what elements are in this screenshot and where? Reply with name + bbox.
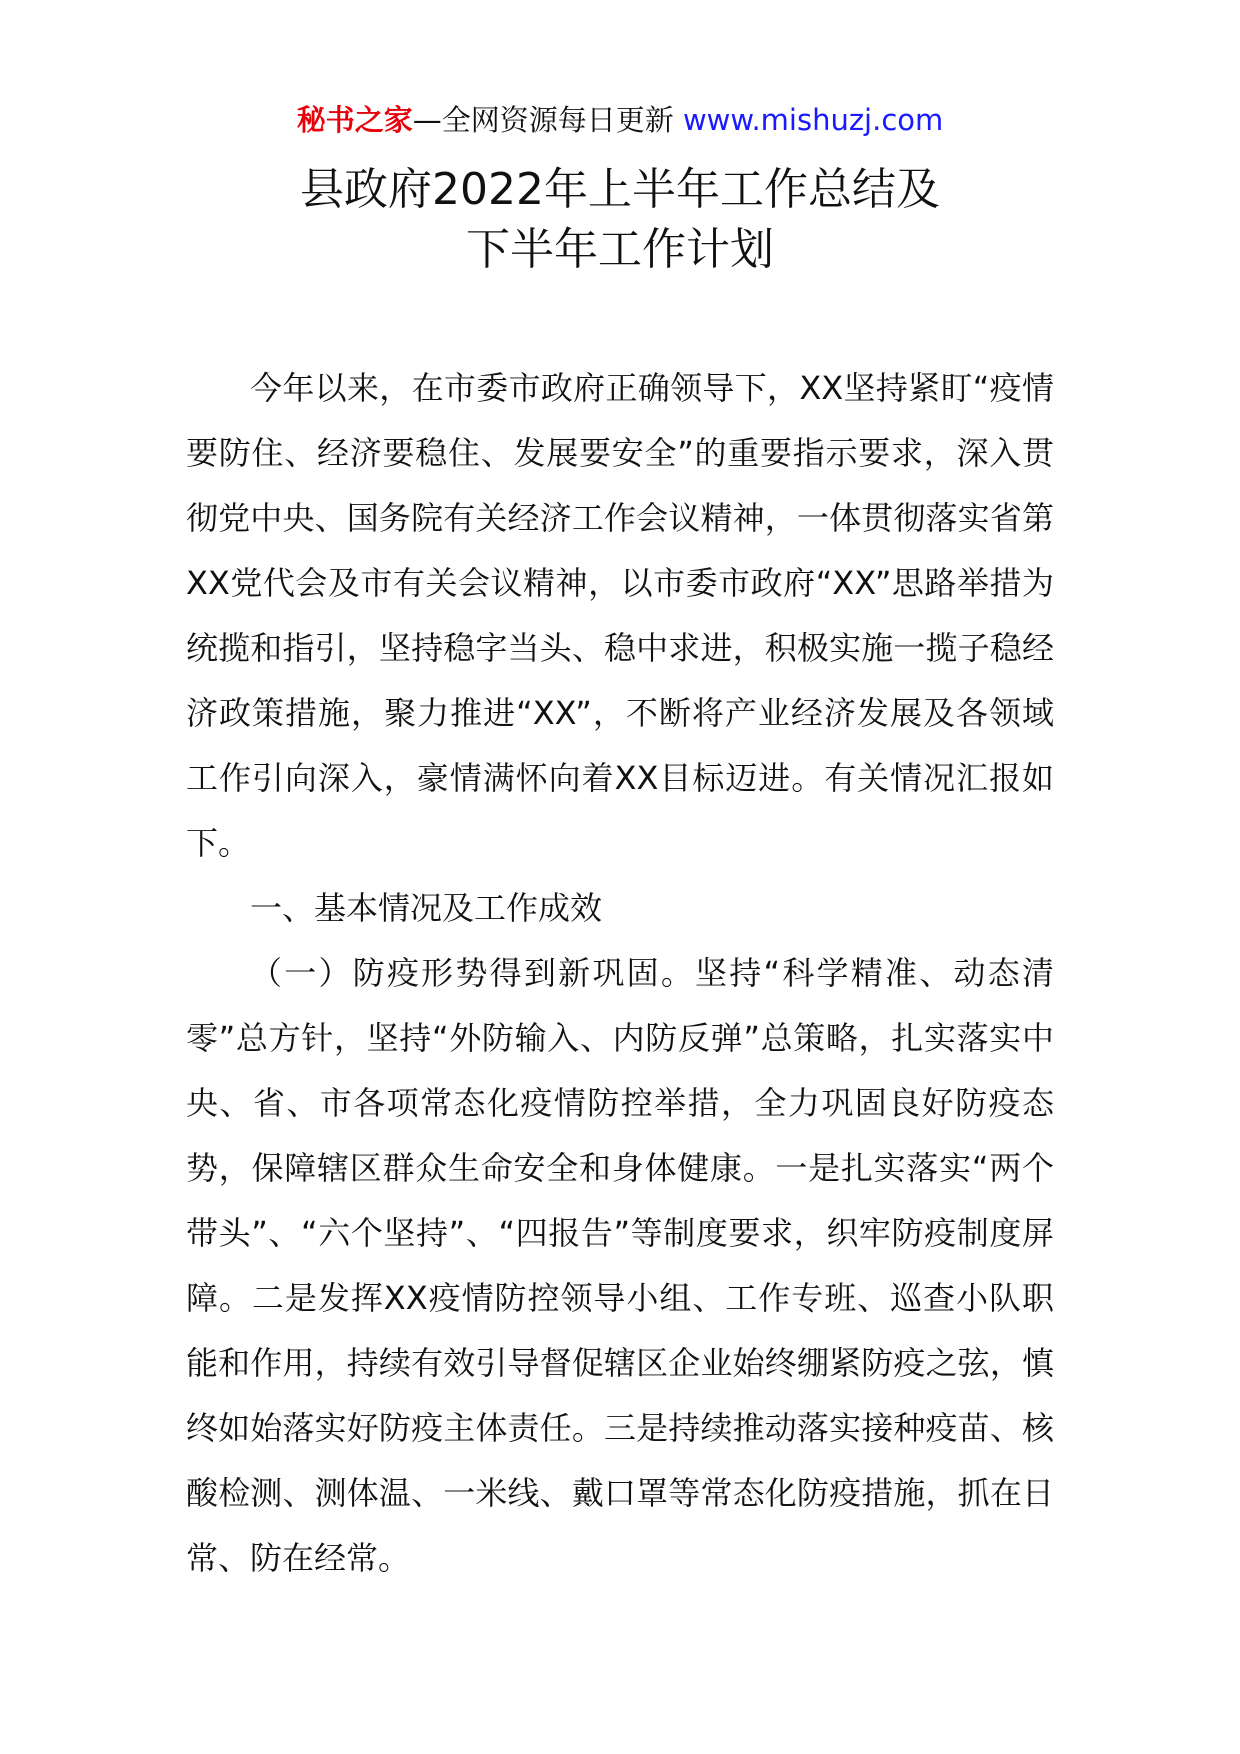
source-header	[0, 100, 1240, 140]
subsection-paragraph: （一）防疫形势得到新巩固。坚持“科学精准、动态清零”总方针，坚持“外防输入、内防反弹”总策略，扎实落实中央、省、市各项常态化疫情防控举措，全力巩固良好防疫态势，保障辖区群众生命安全和身体健康。一是扎实落实“两个带头”、“六个坚持”、“四报告”等制度要求，织牢防疫制度屏障。二是发挥XX疫情防控领导小组、工作专班、巡查小队职能和作用，持续有效引导督促辖区企业始终绷紧防疫之弦，慎终如始落实好防疫主体责任。三是持续推动落实接种疫苗、核酸检测、测体温、一米线、戴口罩等常态化防疫措施，抓在日常、防在经常。	[186, 954, 1054, 1577]
title-line-2: 下半年工作计划	[466, 224, 774, 275]
brand-name: 秘书之家	[296, 103, 413, 137]
website-link[interactable]: www.mishuzj.com	[682, 103, 944, 137]
title-line-1: 县政府2022年上半年工作总结及	[300, 164, 940, 215]
document-body	[186, 356, 1054, 1591]
section-heading: 一、基本情况及工作成效	[250, 889, 603, 927]
header-tagline: —全网资源每日更新	[412, 103, 683, 137]
document-title	[0, 160, 1240, 280]
intro-paragraph: 今年以来，在市委市政府正确领导下，XX坚持紧盯“疫情要防住、经济要稳住、发展要安全”的重要指示要求，深入贯彻党中央、国务院有关经济工作会议精神，一体贯彻落实省第XX党代会及市有关会议精神，以市委市政府“XX”思路举措为统揽和指引，坚持稳字当头、稳中求进，积极实施一揽子稳经济政策措施，聚力推进“XX”，不断将产业经济发展及各领域工作引向深入，豪情满怀向着XX目标迈进。有关情况汇报如下。	[186, 369, 1054, 862]
